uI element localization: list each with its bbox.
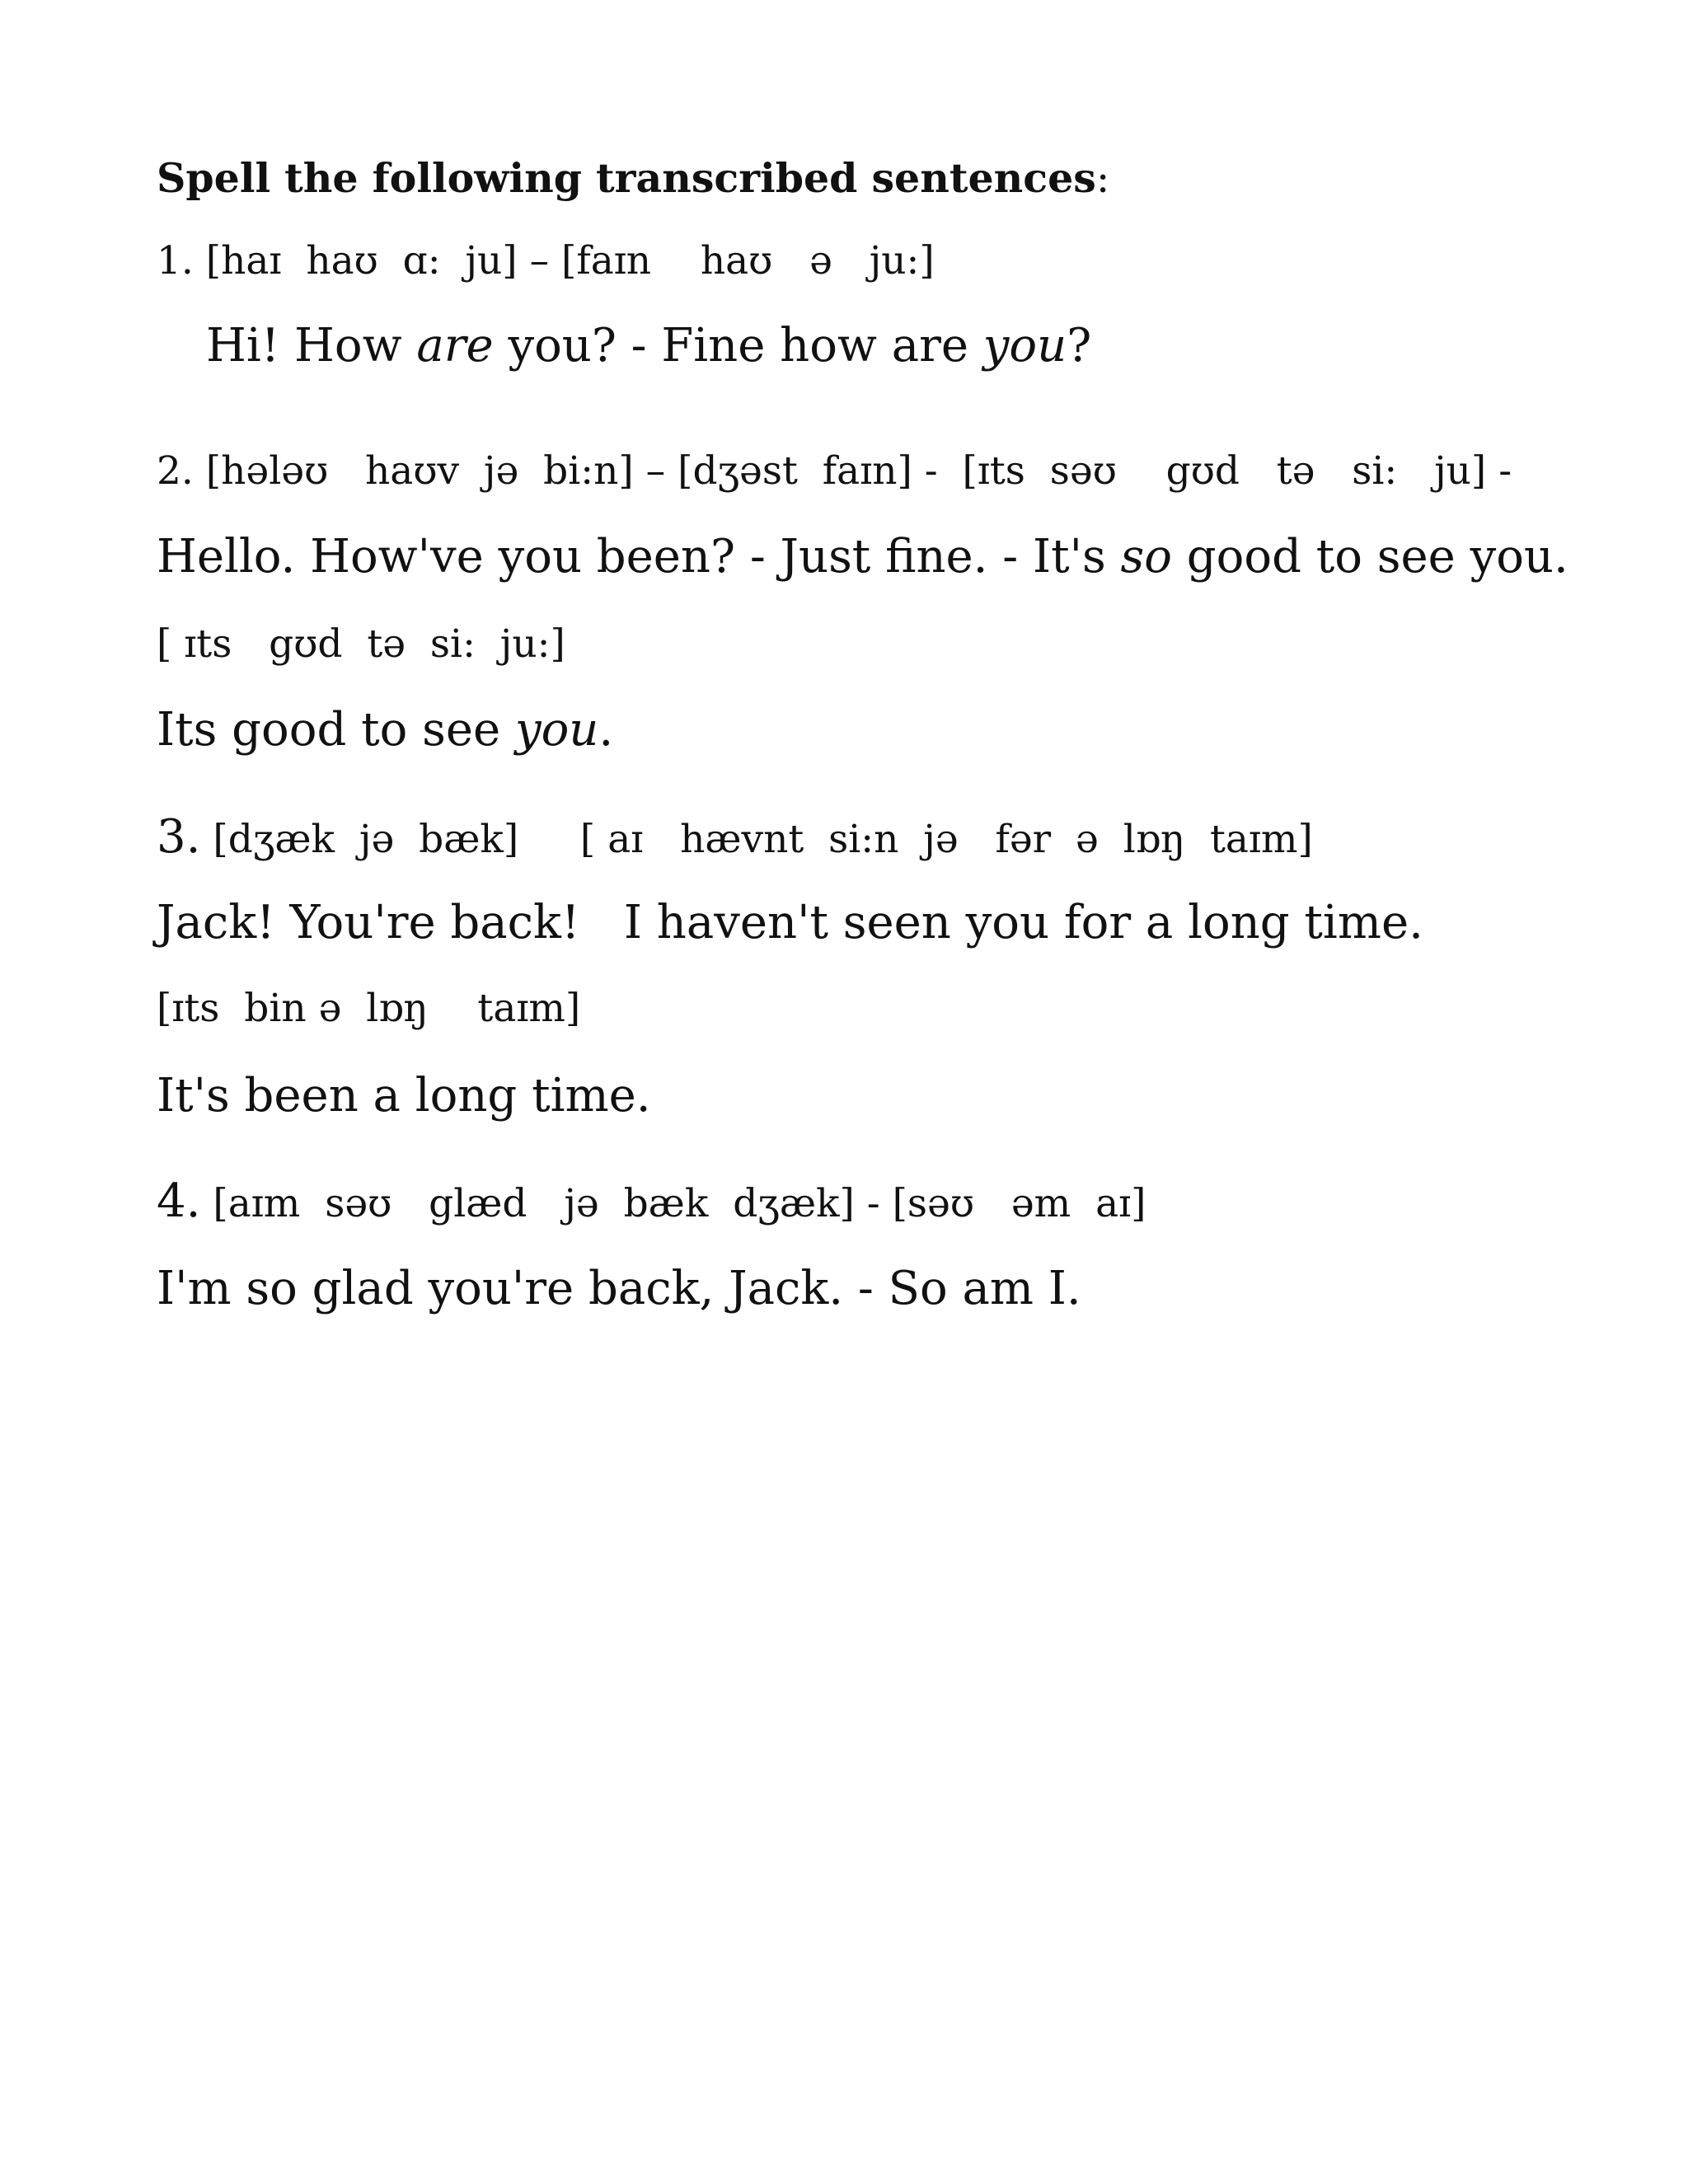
item-2-number: 2. (157, 448, 194, 494)
answer-text: Hello. How've you been? - Just fine. - It's (157, 530, 1121, 583)
item-3-answer-2: It's been a long time. (157, 1069, 651, 1122)
item-1-ipa: [haɪ haʊ ɑ: ju] – [faɪn haʊ ə ju:] (205, 238, 935, 284)
item-3-number: 3. (157, 810, 201, 864)
item-3-answer: Jack! You're back! I haven't seen you for a long time. (157, 896, 1423, 949)
item-4-number: 4. (157, 1174, 201, 1228)
item-1-number: 1. (157, 238, 194, 284)
item-1-transcription (157, 238, 935, 284)
answer-text: good to see you. (1172, 530, 1568, 583)
answer-emphasis: so (1120, 530, 1172, 583)
item-2-transcription-2: [ ɪts gʊd tə si: ju:] (157, 621, 565, 667)
answer-emphasis: you (514, 703, 599, 757)
answer-text: . (598, 703, 614, 757)
instruction-heading (157, 154, 1110, 202)
answer-emphasis: you (982, 319, 1067, 373)
answer-emphasis: are (416, 319, 494, 373)
item-2-answer (157, 530, 1568, 583)
item-3-transcription-2: [ɪts bin ə lɒŋ taɪm] (157, 986, 581, 1031)
answer-text: ? (1067, 319, 1092, 373)
instruction-colon: : (1095, 155, 1110, 202)
item-2-transcription (157, 448, 1512, 494)
answer-text: Hi! How (206, 319, 417, 373)
item-4-answer: I'm so glad you're back, Jack. - So am I. (157, 1262, 1081, 1315)
answer-text: you? - Fine how are (493, 319, 983, 373)
item-4-ipa: [aɪm səʊ glæd jə bæk dʒæk] - [səʊ əm aɪ] (213, 1181, 1146, 1226)
item-3-ipa: [dʒæk jə bæk] [ aɪ hævnt si:n jə fər ə lɒŋ taɪm] (213, 817, 1313, 862)
answer-text: Its good to see (157, 703, 515, 757)
instruction-text: Spell the following transcribed sentences (157, 154, 1096, 202)
item-2-ipa: [hələʊ haʊv jə bi:n] – [dʒəst faɪn] - [ɪts səʊ gʊd tə si: ju] - (205, 448, 1512, 494)
item-1-answer (206, 319, 1092, 373)
item-3-transcription (157, 810, 1313, 864)
item-2-answer-2 (157, 703, 614, 757)
item-4-transcription (157, 1174, 1146, 1228)
